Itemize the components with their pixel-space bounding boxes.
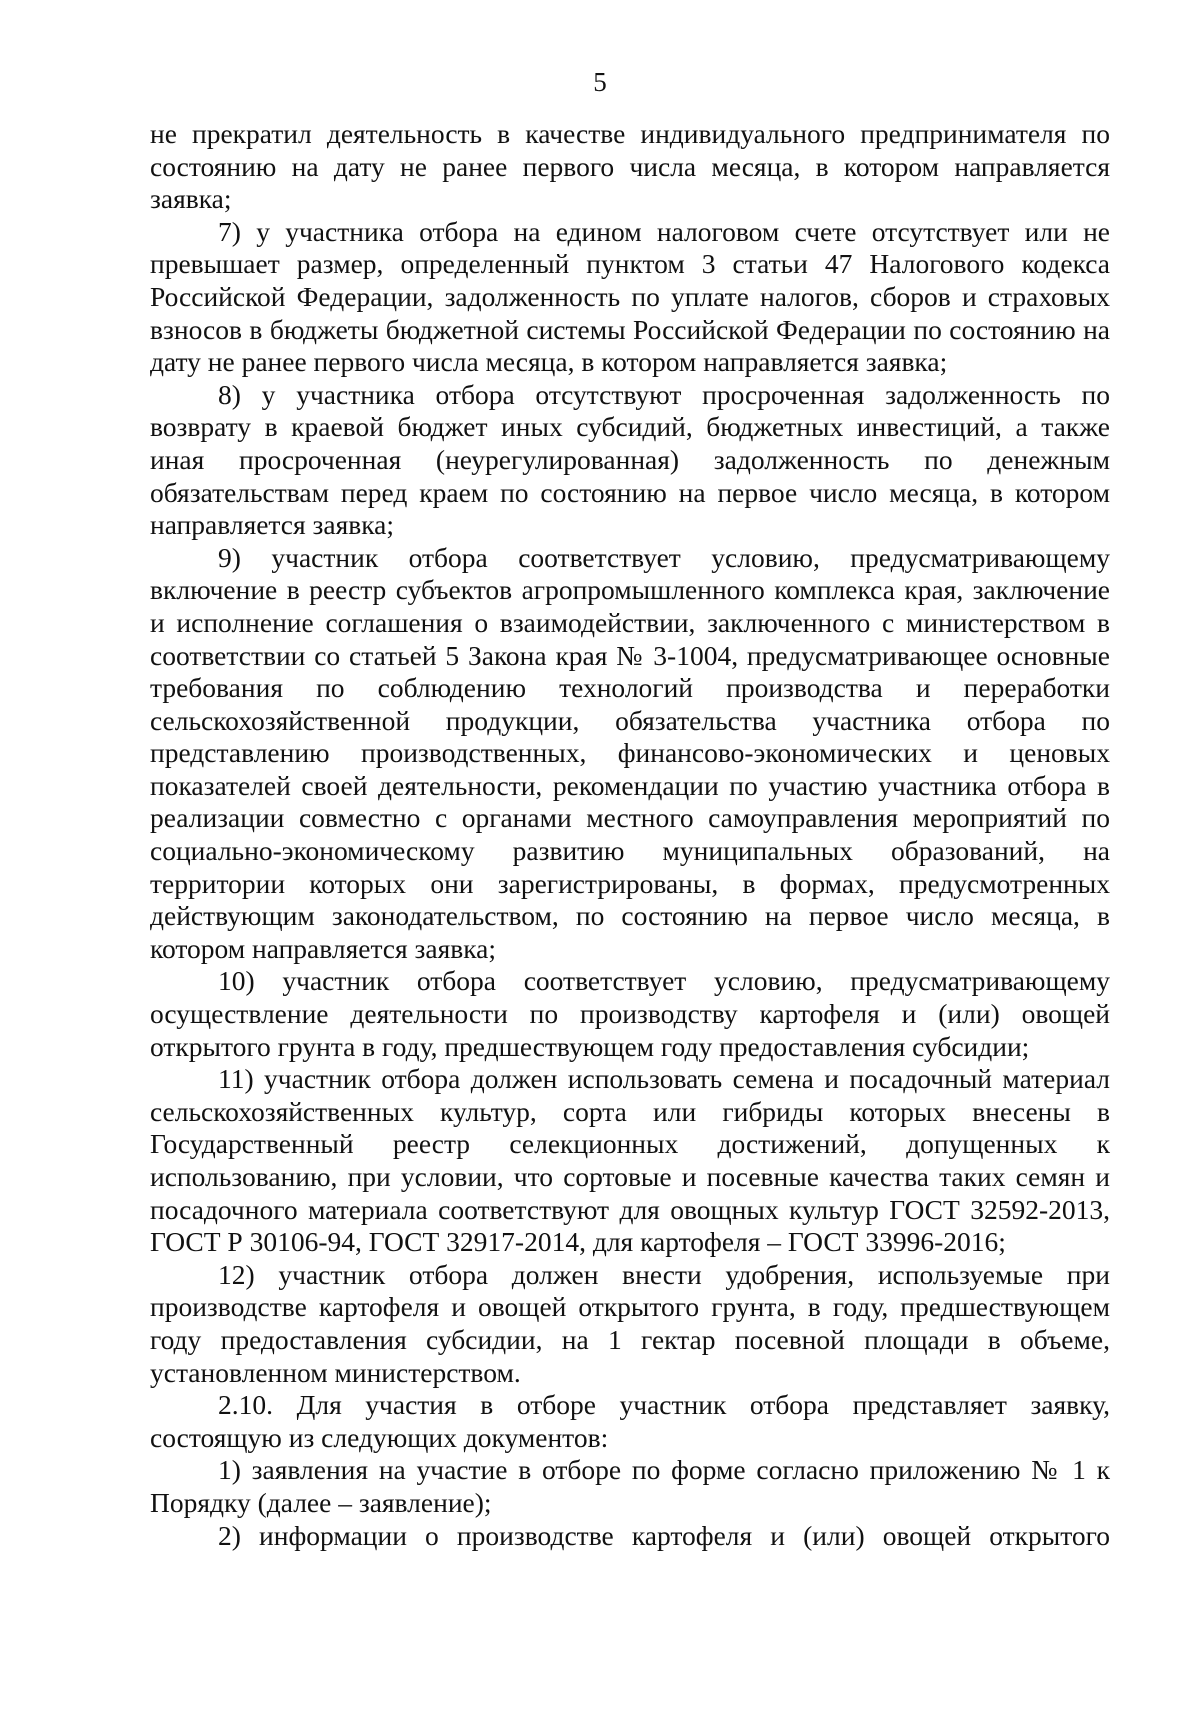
paragraph-item-12: 12) участник отбора должен внести удобрения, используемые при производстве картофеля и овощей открытого грунта, в году, предшествующем году предоставления субсидии, на 1 гектар посевной площади в объеме, установленном министерством. <box>150 1258 1110 1388</box>
paragraph-item-8: 8) у участника отбора отсутствуют просроченная задолженность по возврату в краевой бюджет иных субсидий, бюджетных инвестиций, а также иная просроченная (неурегулированная) задолженность по денежным обязательствам перед краем по состоянию на первое число месяца, в котором направляется заявка; <box>150 378 1110 541</box>
paragraph-doc-item-1: 1) заявления на участие в отборе по форме согласно приложению № 1 к Порядку (далее – заявление); <box>150 1454 1110 1518</box>
paragraph-continuation: не прекратил деятельность в качестве индивидуального предпринимателя по состоянию на дату не ранее первого числа месяца, в котором направляется заявка; <box>150 118 1110 215</box>
paragraph-item-10: 10) участник отбора соответствует условию, предусматривающему осуществление деятельности по производству картофеля и (или) овощей открытого грунта в году, предшествующем году предоставления субсидии; <box>150 965 1110 1062</box>
page-number: 5 <box>593 67 607 97</box>
document-body <box>150 118 1110 1552</box>
paragraph-item-11: 11) участник отбора должен использовать семена и посадочный материал сельскохозяйственных культур, сорта или гибриды которых внесены в Государственный реестр селекционных достижений, допущенных к использованию, при условии, что сортовые и посевные качества таких семян и посадочного материала соответствуют для овощных культур ГОСТ 32592-2013, ГОСТ Р 30106-94, ГОСТ 32917-2014, для картофеля – ГОСТ 33996-2016; <box>150 1063 1110 1258</box>
paragraph-item-7: 7) у участника отбора на едином налоговом счете отсутствует или не превышает размер, определенный пунктом 3 статьи 47 Налогового кодекса Российской Федерации, задолженность по уплате налогов, сборов и страховых взносов в бюджеты бюджетной системы Российской Федерации по состоянию на дату не ранее первого числа месяца, в котором направляется заявка; <box>150 215 1110 378</box>
paragraph-section-2-10: 2.10. Для участия в отборе участник отбора представляет заявку, состоящую из следующих документов: <box>150 1389 1110 1453</box>
paragraph-doc-item-2: 2) информации о производстве картофеля и (или) овощей открытого <box>218 1519 1110 1551</box>
paragraph-item-9: 9) участник отбора соответствует условию, предусматривающему включение в реестр субъектов агропромышленного комплекса края, заключение и исполнение соглашения о взаимодействии, заключенного с министерством в соответствии со статьей 5 Закона края № 3-1004, предусматривающее основные требования по соблюдению технологий производства и переработки сельскохозяйственной продукции, обязательства участника отбора по представлению производственных, финансово-экономических и ценовых показателей своей деятельности, рекомендации по участию участника отбора в реализации совместно с органами местного самоуправления мероприятий по социально-экономическому развитию муниципальных образований, на территории которых они зарегистрированы, в формах, предусмотренных действующим законодательством, по состоянию на первое число месяца, в котором направляется заявка; <box>150 541 1110 964</box>
